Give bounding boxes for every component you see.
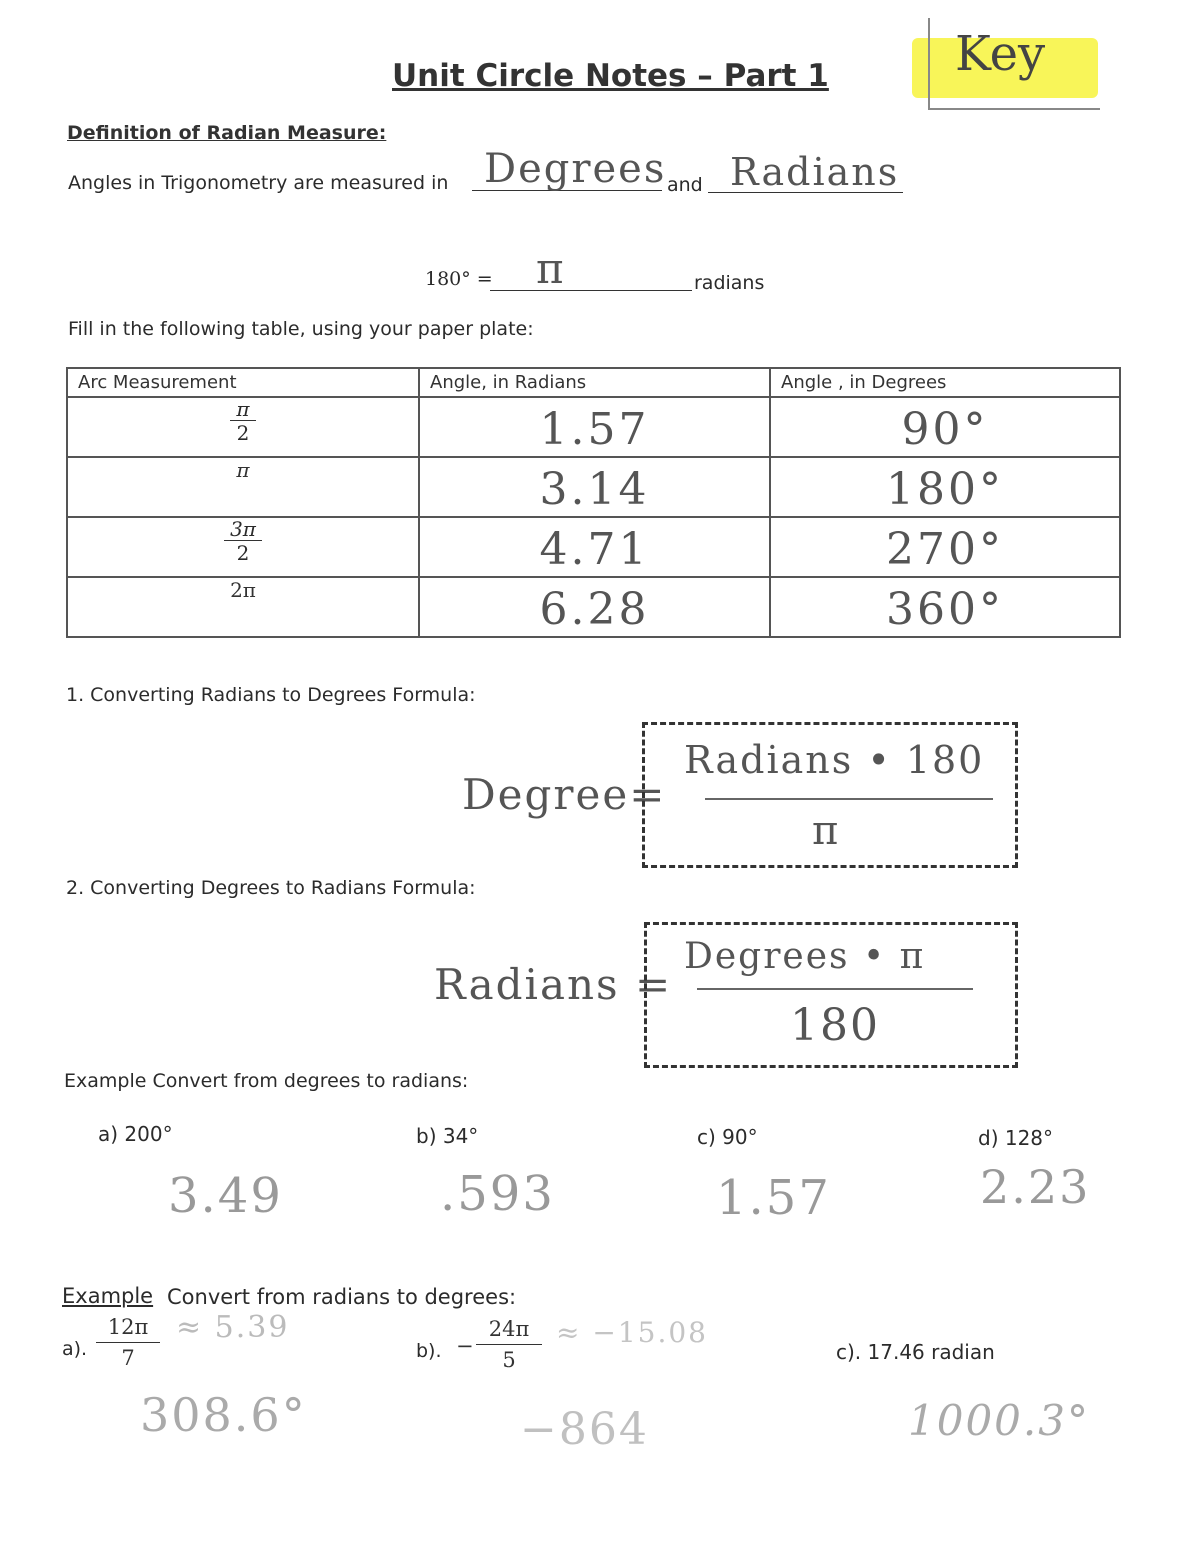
- question-2: 2. Converting Degrees to Radians Formula:: [66, 877, 476, 899]
- example1-a-label: a) 200°: [98, 1122, 173, 1146]
- formula2-lhs: Radians =: [434, 960, 673, 1009]
- table-header-row: [67, 368, 1120, 397]
- example2-c-answer: 1000.3°: [908, 1396, 1090, 1445]
- radians-cell: 4.71: [419, 517, 770, 577]
- example1-b-label: b) 34°: [416, 1124, 479, 1148]
- arc-value: π: [236, 458, 250, 482]
- example2-b-numerator: 24π: [476, 1314, 542, 1345]
- example1-c-answer: 1.57: [716, 1170, 831, 1226]
- table-row: [67, 457, 1120, 517]
- definition-sentence: Angles in Trigonometry are measured in: [68, 172, 449, 194]
- arc-cell: [67, 517, 419, 577]
- arc-denominator: 2: [236, 541, 250, 565]
- formula2-fraction-bar: [697, 988, 973, 990]
- example2-c-label: c). 17.46 radian: [836, 1340, 995, 1364]
- example1-c-label: c) 90°: [697, 1125, 758, 1149]
- equation-suffix: radians: [694, 272, 765, 294]
- degrees-cell: 360°: [770, 577, 1120, 637]
- example1-a-answer: 3.49: [168, 1168, 283, 1224]
- table-instruction: Fill in the following table, using your paper plate:: [68, 318, 534, 340]
- key-label: Key: [955, 26, 1046, 82]
- formula2-denominator: 180: [790, 1000, 880, 1051]
- answer-pi: π: [536, 244, 566, 293]
- equation-prefix: 180° =: [425, 268, 493, 290]
- example1-d-answer: 2.23: [980, 1160, 1091, 1214]
- formula1-lhs: Degree=: [462, 770, 667, 819]
- example2-a-numerator: 12π: [96, 1312, 160, 1343]
- radians-cell: 3.14: [419, 457, 770, 517]
- formula2-numerator: Degrees • π: [684, 936, 926, 977]
- answer-degrees: Degrees: [484, 146, 667, 192]
- header-degrees: Angle , in Degrees: [770, 368, 1120, 397]
- page-title: Unit Circle Notes – Part 1: [392, 58, 829, 94]
- example2-a-fraction: [96, 1312, 160, 1373]
- question-1: 1. Converting Radians to Degrees Formula:: [66, 684, 476, 706]
- formula1-numerator: Radians • 180: [684, 738, 985, 782]
- example2-a-answer: 308.6°: [140, 1388, 307, 1442]
- radians-cell: 6.28: [419, 577, 770, 637]
- header-arc: Arc Measurement: [67, 368, 419, 397]
- degrees-cell: 90°: [770, 397, 1120, 457]
- arc-cell: [67, 577, 419, 637]
- example2-b-fraction: [476, 1314, 542, 1375]
- degrees-cell: 270°: [770, 517, 1120, 577]
- example2-label-underlined: Example: [62, 1284, 154, 1308]
- example2-b-answer: −864: [520, 1404, 649, 1455]
- example2-label: Convert from radians to degrees:: [167, 1285, 517, 1309]
- example2-b-sign: −: [456, 1334, 474, 1358]
- and-word: and: [667, 174, 703, 196]
- arc-numerator: 3π: [224, 518, 262, 541]
- example2-a-denominator: 7: [121, 1346, 135, 1370]
- arc-fraction: [230, 398, 255, 445]
- example2-a-label: a).: [62, 1338, 88, 1360]
- arc-cell: [67, 397, 419, 457]
- table-row: [67, 397, 1120, 457]
- example2-b-work: ≈ −15.08: [556, 1316, 708, 1349]
- arc-value: 2π: [230, 578, 256, 602]
- arc-cell: [67, 457, 419, 517]
- blank-line-3: [490, 290, 692, 291]
- example1-d-label: d) 128°: [978, 1126, 1054, 1150]
- example1-b-answer: .593: [440, 1166, 555, 1222]
- arc-fraction: [224, 518, 262, 565]
- table-row: [67, 577, 1120, 637]
- degrees-cell: 180°: [770, 457, 1120, 517]
- example2-b-denominator: 5: [502, 1348, 516, 1372]
- arc-denominator: 2: [236, 421, 250, 445]
- definition-heading: Definition of Radian Measure:: [67, 122, 387, 144]
- arc-table: [66, 367, 1121, 638]
- example2-b-label: b).: [416, 1340, 442, 1362]
- example1-label: Example Convert from degrees to radians:: [64, 1070, 469, 1092]
- arc-numerator: π: [230, 398, 255, 421]
- header-radians: Angle, in Radians: [419, 368, 770, 397]
- formula1-fraction-bar: [705, 798, 993, 800]
- formula1-denominator: π: [812, 808, 841, 854]
- radians-cell: 1.57: [419, 397, 770, 457]
- table-row: [67, 517, 1120, 577]
- example2-a-work: ≈ 5.39: [176, 1310, 290, 1345]
- answer-radians: Radians: [730, 150, 900, 194]
